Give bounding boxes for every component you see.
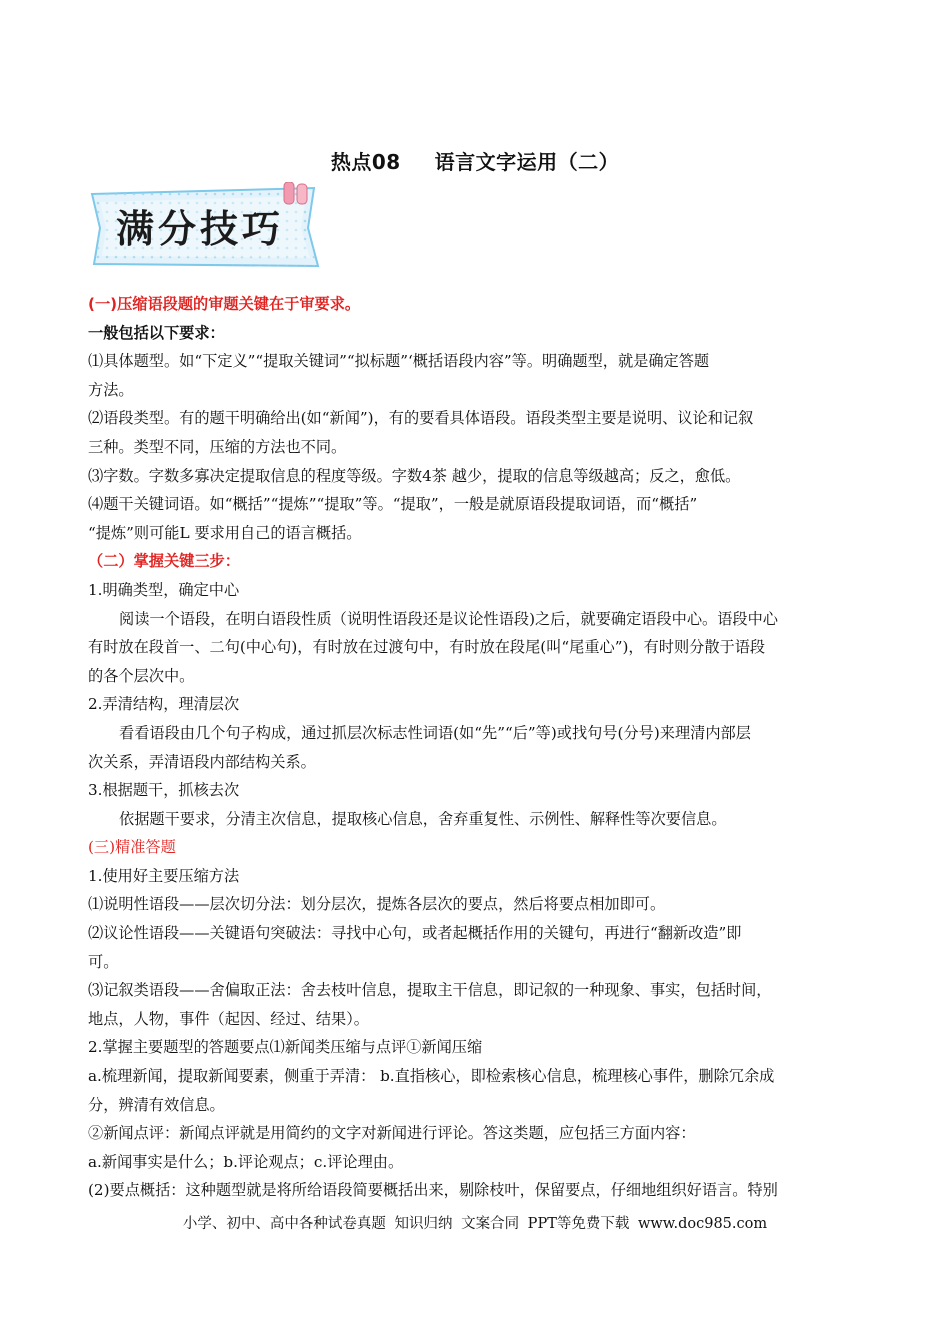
text-line: ⑵语段类型。有的题干明确给出(如“新闻”)，有的要看具体语段。语段类型主要是说明、议论和记叙 xyxy=(88,409,754,428)
text-line: 地点，人物，事件（起因、经过、结果）。 xyxy=(88,1009,369,1028)
text-line: “提炼”则可能L 要求用自己的语言概括。 xyxy=(88,523,362,542)
banner-text: 满分技巧 xyxy=(116,207,285,251)
text-line: 次关系，弄清语段内部结构关系。 xyxy=(88,752,316,771)
banner-badge xyxy=(86,182,326,272)
text-line: 看看语段由几个句子构成，通过抓层次标志性词语(如“先”“后”等)或找句号(分号)来理清内部层 xyxy=(119,723,751,742)
text-line: 一般包括以下要求： xyxy=(88,323,225,342)
text-line: 三种。类型不同，压缩的方法也不同。 xyxy=(88,437,347,456)
text-line: 阅读一个语段，在明白语段性质（说明性语段还是议论性语段)之后，就要确定语段中心。语段中心 xyxy=(119,609,778,628)
text-line: ⑴说明性语段——层次切分法：划分层次，提炼各层次的要点，然后将要点相加即可。 xyxy=(88,895,666,914)
text-line: ⑵议论性语段——关键语句突破法：寻找中心句，或者起概括作用的关键句，再进行“翻新改造”即 xyxy=(88,924,742,943)
body-text xyxy=(88,290,860,1205)
text-line: 2.弄清结构，理清层次 xyxy=(88,695,240,714)
text-line: (一)压缩语段题的审题关键在于审要求。 xyxy=(88,295,361,313)
text-line: (三)精准答题 xyxy=(88,838,176,857)
page-title xyxy=(0,146,950,175)
text-line: 2.掌握主要题型的答题要点⑴新闻类压缩与点评①新闻压缩 xyxy=(88,1038,483,1057)
text-line: 1.使用好主要压缩方法 xyxy=(88,866,240,885)
text-line: ⑶记叙类语段——舍偏取正法：舍去枝叶信息，提取主干信息，即记叙的一种现象、事实，包括时间， xyxy=(88,981,772,1000)
text-line: 依据题干要求，分清主次信息，提取核心信息，舍弃重复性、示例性、解释性等次要信息。 xyxy=(119,809,727,828)
text-line: 的各个层次中。 xyxy=(88,666,195,685)
text-line: （二）掌握关键三步： xyxy=(88,552,240,571)
text-line: 有时放在段首一、二句(中心句)，有时放在过渡句中，有时放在段尾(叫“尾重心”)，有时则分散于语段 xyxy=(88,638,766,657)
text-line: (2)要点概括：这种题型就是将所给语段简要概括出来，剔除枝叶，保留要点，仔细地组织好语言。特别 xyxy=(88,1181,778,1200)
title-part1: 热点08 xyxy=(330,150,401,174)
text-line: ⑶字数。字数多寡决定提取信息的程度等级。字数4茶 越少，提取的信息等级越高；反之，愈低。 xyxy=(88,466,741,485)
text-line: 分，辨清有效信息。 xyxy=(88,1095,225,1114)
text-line: ⑷题干关键词语。如“概括”“提炼”“提取”等。“提取”，一般是就原语段提取词语，而“概括” xyxy=(88,495,698,514)
footer-text: 小学、初中、高中各种试卷真题 知识归纳 文案合同 PPT等免费下载 www.doc985.com xyxy=(182,1216,768,1232)
text-line: 可。 xyxy=(88,952,119,971)
text-line: 3.根据题干，抓核去次 xyxy=(88,781,240,800)
text-line: 1.明确类型，确定中心 xyxy=(88,580,240,599)
text-line: a.梳理新闻，提取新闻要素，侧重于弄清： b.直指核心，即检索核心信息，梳理核心事件，删除冗余成 xyxy=(88,1067,775,1086)
text-line: a.新闻事实是什么；b.评论观点；c.评论理由。 xyxy=(88,1152,404,1171)
text-line: 方法。 xyxy=(88,380,134,399)
text-line: ②新闻点评：新闻点评就是用简约的文字对新闻进行评论。答这类题，应包括三方面内容： xyxy=(88,1124,696,1143)
text-line: ⑴具体题型。如“下定义”“提取关键词”“拟标题”‘概括语段内容”等。明确题型，就是确定答题 xyxy=(88,352,710,371)
title-part2: 语言文字运用（二） xyxy=(434,150,620,174)
